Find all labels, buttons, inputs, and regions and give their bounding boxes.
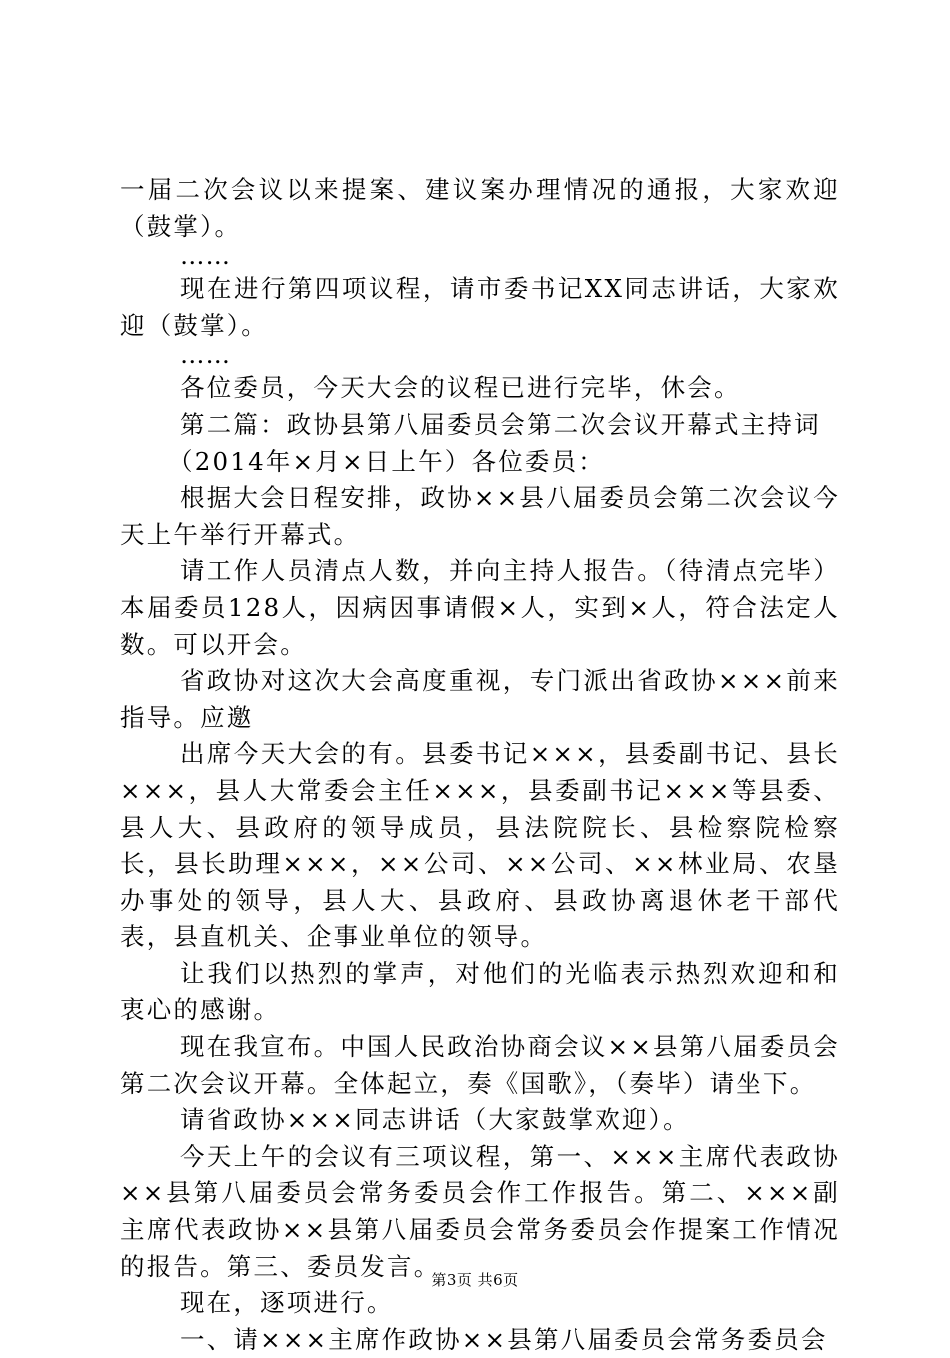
paragraph-opening-declaration: 现在我宣布。中国人民政治协商会议××县第八届委员会第二次会议开幕。全体起立，奏《国歌》，（奏毕）请坐下。	[120, 1032, 840, 1098]
page-footer: 第3页 共6页	[431, 1271, 519, 1289]
ellipsis-2: ……	[180, 340, 231, 370]
paragraph-headcount: 请工作人员清点人数，并向主持人报告。（待清点完毕）本届委员128人，因病因事请假×人，实到×人，符合法定人数。可以开会。	[120, 556, 840, 659]
section-heading: 第二篇：政协县第八届委员会第二次会议开幕式主持词	[180, 409, 821, 439]
paragraph-agenda-item-four: 现在进行第四项议程，请市委书记XX同志讲话，大家欢迎（鼓掌）。	[120, 274, 840, 340]
ellipsis-1: ……	[180, 241, 231, 271]
paragraph-attendees: 出席今天大会的有。县委书记×××，县委副书记、县长×××，县人大常委会主任×××，县委副书记×××等县委、县人大、县政府的领导成员，县法院院长、县检察院检察长，县长助理×××，××公司、××公司、××林业局、农垦办事处的领导，县人大、县政府、县政协离退休老干部代表，县直机关、企事业单位的领导。	[120, 739, 840, 952]
paragraph-agenda-overview: 今天上午的会议有三项议程，第一、×××主席代表政协××县第八届委员会常务委员会作工作报告。第二、×××副主席代表政协××县第八届委员会常务委员会作提案工作情况的报告。第三、委员发言。	[120, 1141, 840, 1281]
paragraph-applause: 让我们以热烈的掌声，对他们的光临表示热烈欢迎和和衷心的感谢。	[120, 958, 840, 1025]
date-and-salutation: （2014年×月×日上午）各位委员：	[168, 446, 606, 476]
paragraph-adjourn: 各位委员，今天大会的议程已进行完毕，休会。	[180, 373, 741, 403]
paragraph-report-continuation: 一届二次会议以来提案、建议案办理情况的通报，大家欢迎（鼓掌）。	[120, 175, 840, 241]
paragraph-speech-invite: 请省政协×××同志讲话（大家鼓掌欢迎）。	[180, 1105, 690, 1135]
paragraph-guidance: 省政协对这次大会高度重视，专门派出省政协×××前来指导。应邀	[120, 666, 840, 732]
paragraph-first-item: 一、请×××主席作政协××县第八届委员会常务委员会	[180, 1324, 828, 1354]
document-body	[120, 172, 840, 1358]
paragraph-schedule: 根据大会日程安排，政协××县八届委员会第二次会议今天上午举行开幕式。	[120, 483, 840, 549]
paragraph-proceed: 现在，逐项进行。	[180, 1288, 394, 1318]
